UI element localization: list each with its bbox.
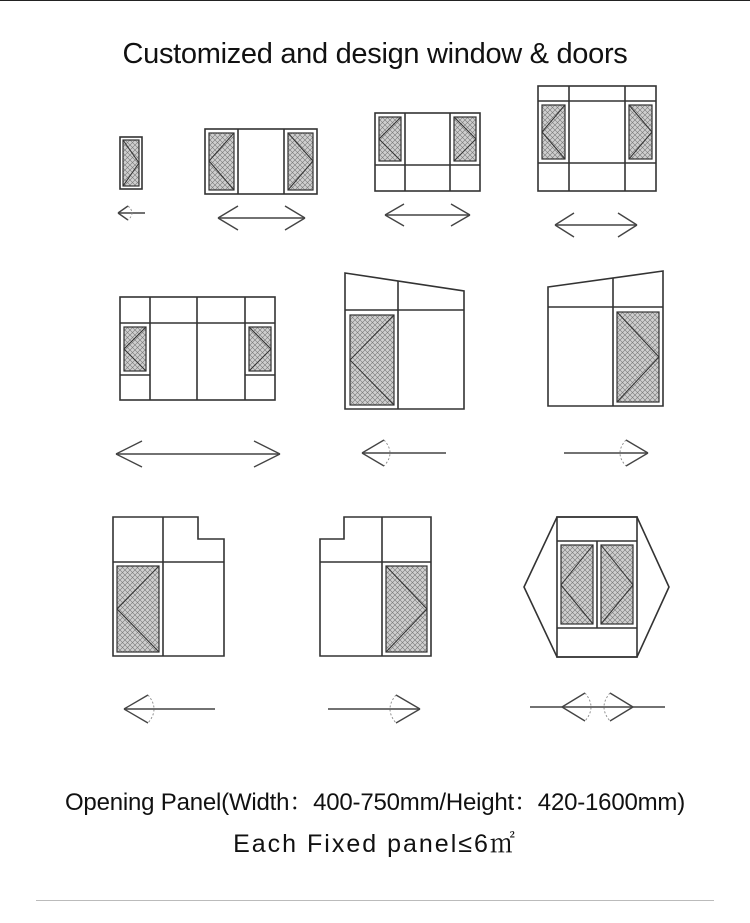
window-1-opening-arrow xyxy=(118,206,145,220)
window-9-opening-arrow xyxy=(328,695,420,723)
window-1-single-casement xyxy=(120,137,142,189)
window-10-hexagon-double-casement xyxy=(524,517,669,657)
window-7-opening-arrow xyxy=(564,440,648,466)
opening-panel-caption: Opening Panel(Width：400-750mm/Height：420-1600mm) xyxy=(64,789,686,816)
window-10-opening-arrow xyxy=(530,693,665,721)
window-5-wide-multi-panel xyxy=(120,297,275,400)
window-2-double-casement xyxy=(205,129,317,194)
fixed-panel-caption: Each Fixed panel≤6㎡ xyxy=(233,830,517,858)
bottom-divider xyxy=(36,900,714,901)
window-3-casement-bottom-panels xyxy=(375,113,480,191)
window-5-opening-arrow xyxy=(116,441,280,467)
window-6-sloped-left-casement xyxy=(345,273,464,409)
window-9-stepped-right-casement xyxy=(320,517,431,656)
window-7-sloped-right-casement xyxy=(548,271,663,406)
window-4-opening-arrow xyxy=(555,213,637,237)
window-8-opening-arrow xyxy=(124,695,215,723)
window-6-opening-arrow xyxy=(362,440,446,466)
window-2-opening-arrow xyxy=(218,206,305,230)
window-4-tall-casement xyxy=(538,86,656,191)
window-8-stepped-left-casement xyxy=(113,517,224,656)
page-title: Customized and design window & doors xyxy=(122,38,628,70)
window-3-opening-arrow xyxy=(385,204,470,226)
